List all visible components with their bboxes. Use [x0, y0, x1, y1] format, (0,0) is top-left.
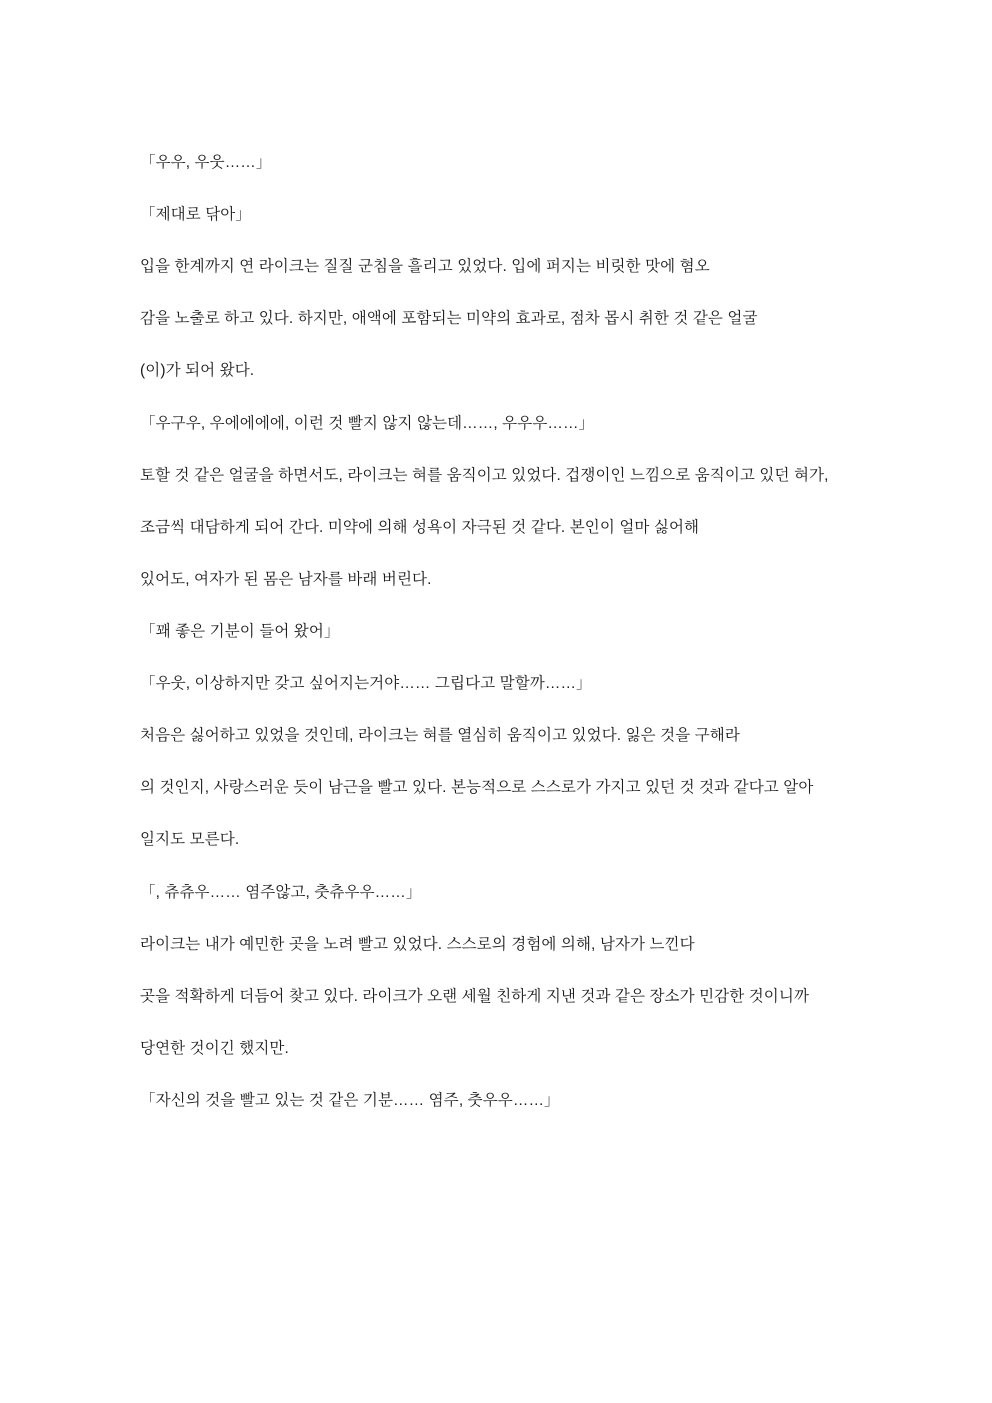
paragraph: 일지도 모른다.: [140, 831, 240, 849]
document-body: [140, 150, 854, 1113]
paragraph: 감을 노출로 하고 있다. 하지만, 애액에 포함되는 미약의 효과로, 점차 몹시 취한 것 같은 얼굴: [140, 310, 758, 328]
paragraph: 「우구우, 우에에에에, 이런 것 빨지 않지 않는데……, 우우우……」: [140, 414, 595, 432]
paragraph: 「자신의 것을 빨고 있는 것 같은 기분…… 염주, 춧우우……」: [140, 1091, 560, 1109]
paragraph: 의 것인지, 사랑스러운 듯이 남근을 빨고 있다. 본능적으로 스스로가 가지고 있던 것 것과 같다고 알아: [140, 779, 814, 797]
paragraph: 「우우, 우웃……」: [140, 154, 272, 171]
paragraph: 「우웃, 이상하지만 갖고 싶어지는거야…… 그립다고 말할까……」: [140, 675, 592, 693]
paragraph: (이)가 되어 왔다.: [140, 362, 255, 380]
paragraph: 조금씩 대담하게 되어 간다. 미약에 의해 성욕이 자극된 것 같다. 본인이 얼마 싫어해: [140, 518, 700, 536]
paragraph: 「제대로 닦아」: [140, 206, 251, 224]
paragraph: 「꽤 좋은 기분이 들어 왔어」: [140, 622, 340, 640]
paragraph: 처음은 싫어하고 있었을 것인데, 라이크는 혀를 열심히 움직이고 있었다. 잃은 것을 구해라: [140, 727, 740, 745]
paragraph: 입을 한계까지 연 라이크는 질질 군침을 흘리고 있었다. 입에 퍼지는 비릿한 맛에 혐오: [140, 258, 710, 276]
paragraph: 당연한 것이긴 했지만.: [140, 1039, 289, 1057]
paragraph: 라이크는 내가 예민한 곳을 노려 빨고 있었다. 스스로의 경험에 의해, 남자가 느낀다: [140, 935, 695, 953]
paragraph: 있어도, 여자가 된 몸은 남자를 바래 버린다.: [140, 570, 432, 588]
paragraph: 곳을 적확하게 더듬어 찾고 있다. 라이크가 오랜 세월 친하게 지낸 것과 같은 장소가 민감한 것이니까: [140, 987, 810, 1005]
paragraph: 토할 것 같은 얼굴을 하면서도, 라이크는 혀를 움직이고 있었다. 겁쟁이인 느낌으로 움직이고 있던 혀가,: [140, 466, 829, 484]
paragraph: 「, 츄츄우…… 염주않고, 춧츄우우……」: [140, 883, 422, 901]
